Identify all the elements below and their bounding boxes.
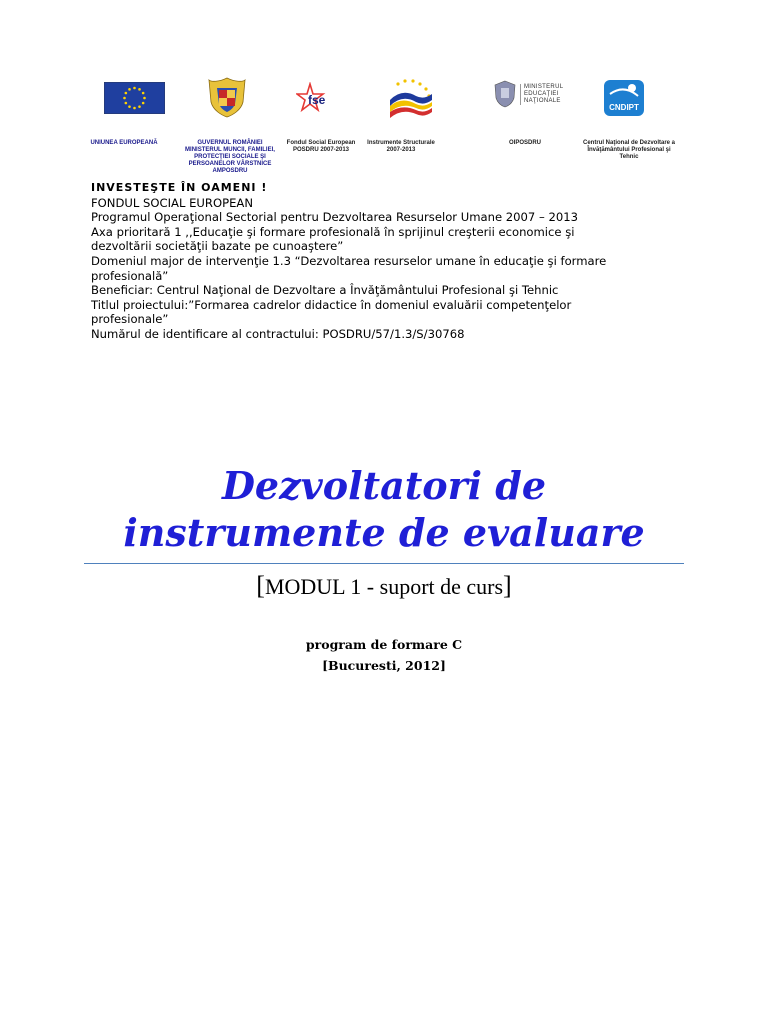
funding-line: dezvoltării societăţii bazate pe cunoaştere” [91, 239, 344, 254]
funding-line: Titlul proiectului:”Formarea cadrelor didactice în domeniul evaluării competenţelor [91, 297, 572, 312]
funding-line: profesională” [91, 268, 169, 283]
funding-line: profesionale” [91, 312, 169, 327]
eu-star [133, 87, 136, 90]
instrumente-structurale-logo [386, 78, 436, 118]
subtitle-open-bracket: [ [256, 571, 265, 600]
eu-star [125, 92, 128, 95]
fse-star-icon [296, 82, 346, 116]
eu-star [125, 102, 128, 105]
eu-star [142, 102, 145, 105]
logo-caption-row [80, 140, 690, 174]
romania-coat-of-arms-logo [207, 76, 247, 118]
subtitle-close-bracket: ] [503, 571, 512, 600]
eu-star [133, 107, 136, 110]
eu-star [143, 97, 146, 100]
subtitle-text: MODUL 1 - suport de curs [264, 574, 504, 599]
cndipt-logo-text: CNDIPT [609, 103, 639, 112]
funding-line: Domeniul major de intervenţie 1.3 “Dezvoltarea resurselor umane în educaţie şi formare [91, 253, 607, 268]
ministry-logo-text: MINISTERUL EDUCAŢIEI NAŢIONALE [520, 84, 563, 105]
funding-line: FONDUL SOCIAL EUROPEAN [91, 195, 254, 210]
funding-info-block [91, 181, 691, 342]
eu-flag-icon [104, 82, 165, 114]
program-place-date: [Bucuresti, 2012] [322, 658, 446, 673]
fse-logo [296, 82, 346, 116]
program-info [84, 634, 684, 676]
title-line-1: Dezvoltatori de [221, 463, 547, 508]
ministry-crest-icon [494, 80, 516, 108]
eu-star [128, 105, 131, 108]
caption-oiposdru: OIPOSDRU [508, 140, 541, 146]
caption-government: GUVERNUL ROMÂNIEI MINISTERUL MUNCII, FAMILIEI, PROTECŢIEI SOCIALE ŞI PERSOANELOR VÂRSTNICE AMPOSDRU [185, 140, 275, 174]
eu-star [138, 88, 141, 91]
program-name: program de formare C [305, 637, 463, 652]
eu-star [123, 97, 126, 100]
eu-flag-logo [104, 82, 165, 114]
eu-star [128, 88, 131, 91]
coat-of-arms-icon [207, 76, 247, 118]
structural-instruments-icon [386, 78, 436, 118]
logo-row [96, 74, 686, 124]
ministerul-educatiei-logo [494, 78, 574, 110]
funding-line: Numărul de identificare al contractului: POSDRU/57/1.3/S/30768 [91, 326, 465, 341]
cndipt-logo [602, 78, 646, 118]
eu-star [138, 105, 141, 108]
funding-headline: INVESTEŞTE ÎN OAMENI ! [91, 181, 268, 194]
title-divider [84, 563, 684, 564]
eu-star [142, 92, 145, 95]
cndipt-icon [602, 78, 646, 118]
funding-line: Programul Operaţional Sectorial pentru Dezvoltarea Resurselor Umane 2007 – 2013 [91, 210, 578, 225]
caption-eu: UNIUNEA EUROPEANĂ [90, 140, 158, 146]
fse-logo-text: fse [308, 93, 326, 107]
document-subtitle [84, 572, 684, 601]
document-title [84, 462, 684, 556]
caption-cndipt: Centrul Naţional de Dezvoltare a Învăţământului Profesional şi Tehnic [582, 140, 676, 160]
funding-line: Axa prioritară 1 ,,Educaţie şi formare profesională în sprijinul creşterii economice şi [91, 224, 575, 239]
funding-line: Beneficiar: Centrul Naţional de Dezvoltare a Învăţământului Profesional şi Tehnic [91, 283, 559, 298]
caption-instrumente-structurale: Instrumente Structurale 2007-2013 [367, 140, 435, 153]
title-line-2: instrumente de evaluare [123, 510, 645, 555]
caption-fse: Fondul Social European POSDRU 2007-2013 [286, 140, 356, 153]
